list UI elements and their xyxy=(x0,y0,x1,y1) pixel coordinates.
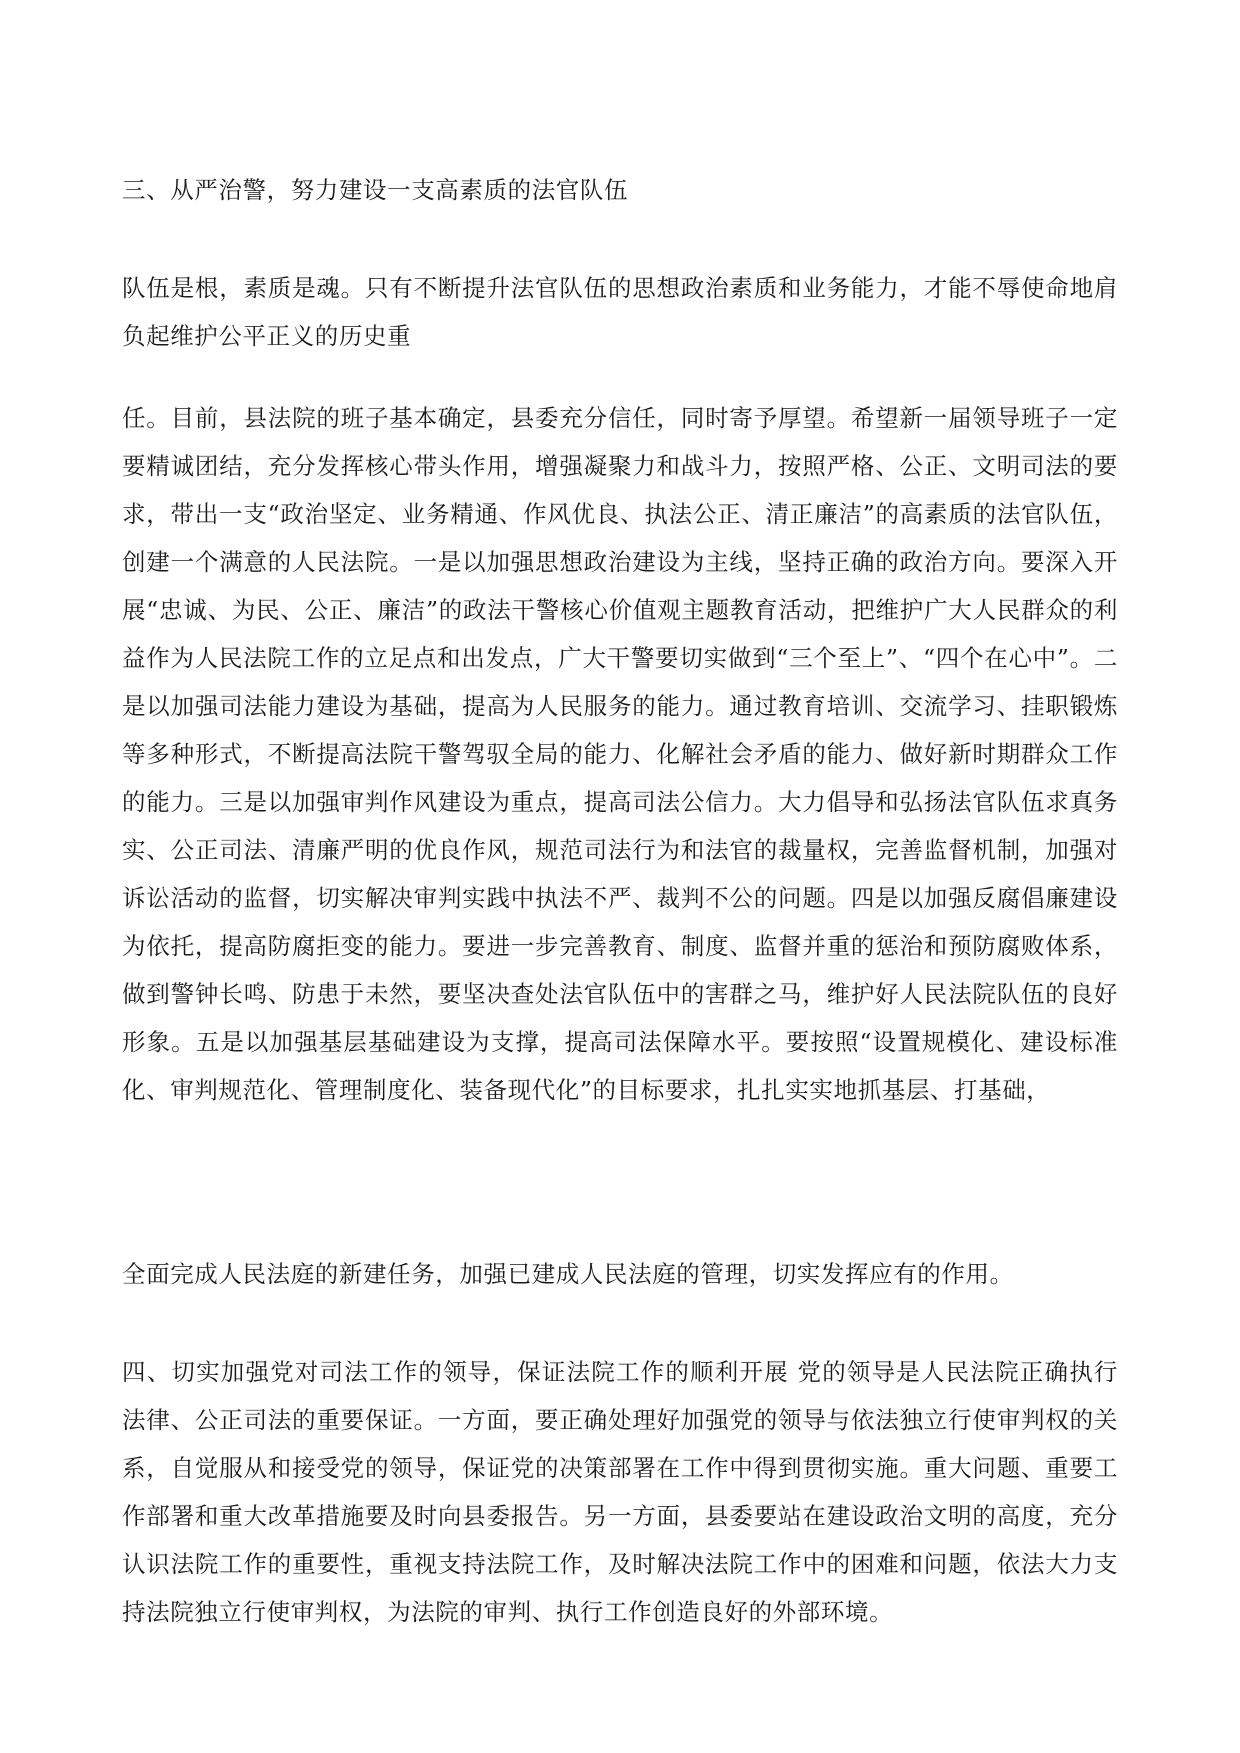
body-paragraph: 队伍是根，素质是魂。只有不断提升法官队伍的思想政治素质和业务能力，才能不辱使命地肩负起维护公平正义的历史重 xyxy=(122,274,1118,350)
section-paragraph-four: 四、切实加强党对司法工作的领导，保证法院工作的顺利开展 党的领导是人民法院正确执行法律、公正司法的重要保证。一方面，要正确处理好加强党的领导与依法独立行使审判权的关系，自觉服从和接受党的领导，保证党的决策部署在工作中得到贯彻实施。重大问题、重要工作部署和重大改革措施要及时向县委报告。另一方面，县委要站在建设政治文明的高度，充分认识法院工作的重要性，重视支持法院工作，及时解决法院工作中的困难和问题，依法大力支持法院独立行使审判权，为法院的审判、执行工作创造良好的外部环境。 xyxy=(122,1358,1118,1626)
body-paragraph: 全面完成人民法庭的新建任务，加强已建成人民法庭的管理，切实发挥应有的作用。 xyxy=(122,1260,1014,1288)
section-heading-three: 三、从严治警，努力建设一支高素质的法官队伍 xyxy=(122,176,629,204)
body-paragraph: 任。目前，县法院的班子基本确定，县委充分信任，同时寄予厚望。希望新一届领导班子一定要精诚团结，充分发挥核心带头作用，增强凝聚力和战斗力，按照严格、公正、文明司法的要求，带出一支“政治坚定、业务精通、作风优良、执法公正、清正廉洁”的高素质的法官队伍，创建一个满意的人民法院。一是以加强思想政治建设为主线，坚持正确的政治方向。要深入开展“忠诚、为民、公正、廉洁”的政法干警核心价值观主题教育活动，把维护广大人民群众的利益作为人民法院工作的立足点和出发点，广大干警要切实做到“三个至上”、“四个在心中”。二是以加强司法能力建设为基础，提高为人民服务的能力。通过教育培训、交流学习、挂职锻炼等多种形式，不断提高法院干警驾驭全局的能力、化解社会矛盾的能力、做好新时期群众工作的能力。三是以加强审判作风建设为重点，提高司法公信力。大力倡导和弘扬法官队伍求真务实、公正司法、清廉严明的优良作风，规范司法行为和法官的裁量权，完善监督机制，加强对诉讼活动的监督，切实解决审判实践中执法不严、裁判不公的问题。四是以加强反腐倡廉建设为依托，提高防腐拒变的能力。要进一步完善教育、制度、监督并重的惩治和预防腐败体系，做到警钟长鸣、防患于未然，要坚决查处法官队伍中的害群之马，维护好人民法院队伍的良好形象。五是以加强基层基础建设为支撑，提高司法保障水平。要按照“设置规模化、建设标准化、审判规范化、管理制度化、装备现代化”的目标要求，扎扎实实地抓基层、打基础， xyxy=(122,404,1118,1104)
